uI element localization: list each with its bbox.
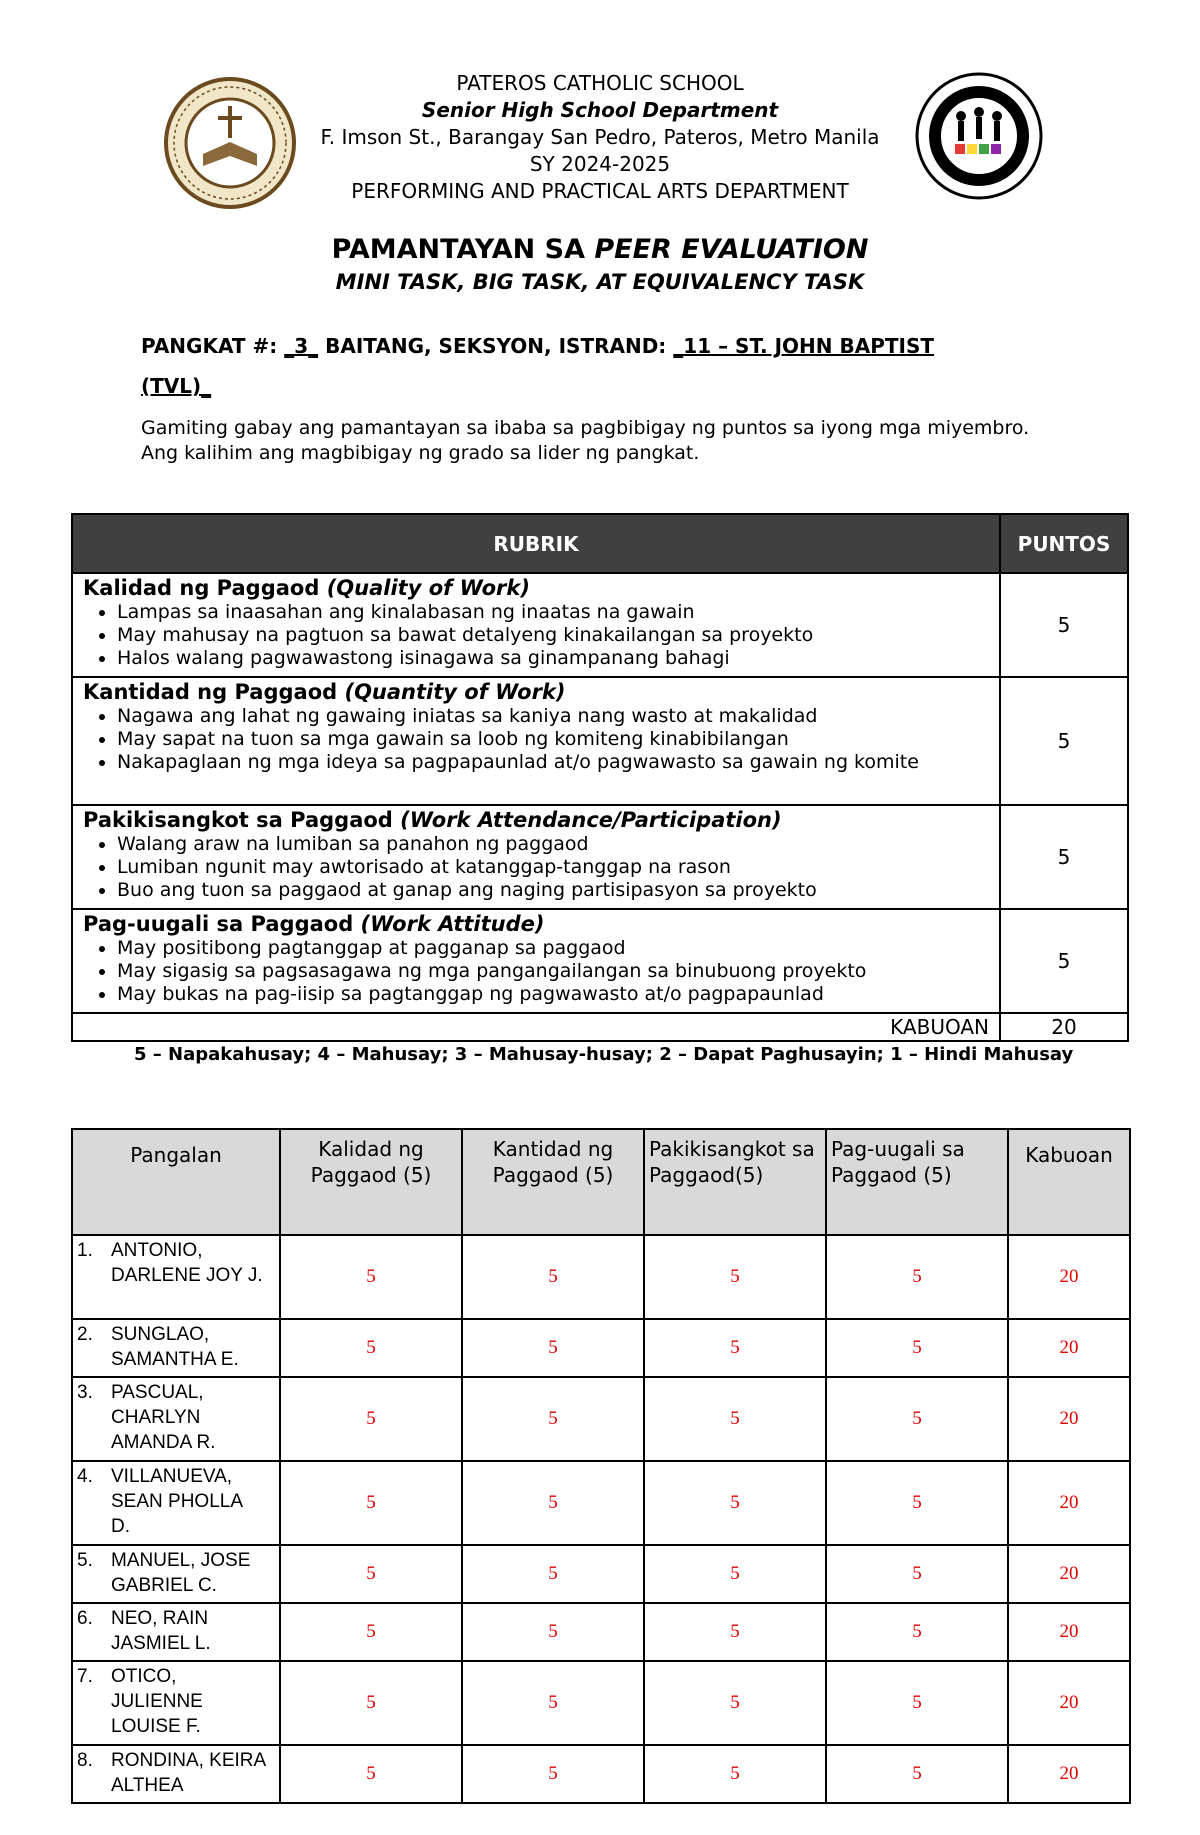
pangkat-label: PANGKAT #: [141, 334, 278, 358]
student-name-cell [72, 1377, 280, 1461]
student-score: 5 [826, 1235, 1008, 1319]
student-score: 5 [280, 1661, 462, 1745]
student-row [72, 1661, 1130, 1745]
student-name-cell [72, 1235, 280, 1319]
rubric-row [72, 677, 1128, 805]
student-row [72, 1603, 1130, 1661]
student-score: 5 [462, 1603, 644, 1661]
criterion-bullet: • Buo ang tuon sa paggaod at ganap ang naging partisipasyon sa proyekto [117, 879, 989, 902]
criterion-bullets [83, 705, 989, 774]
criterion-bullet: • Nakapaglaan ng mga ideya sa pagpapaunlad at/o pagwawasto sa gawain ng komite [117, 751, 989, 774]
criterion-bullet: • Nagawa ang lahat ng gawaing iniatas sa kaniya nang wasto at makalidad [117, 705, 989, 728]
puntos-header: PUNTOS [1000, 514, 1128, 573]
title-italic: PEER EVALUATION [594, 234, 869, 265]
student-name: RONDINA, KEIRA ALTHEA [111, 1750, 266, 1796]
col-pangalan: Pangalan [72, 1129, 280, 1235]
student-number: 5. [77, 1550, 93, 1571]
instruction-line-1: Gamiting gabay ang pamantayan sa ibaba sa pagbibigay ng puntos sa iyong mga miyembro. [141, 417, 1030, 439]
student-score: 5 [826, 1461, 1008, 1545]
student-score: 5 [462, 1377, 644, 1461]
student-row [72, 1545, 1130, 1603]
student-score: 5 [462, 1745, 644, 1803]
student-score: 5 [644, 1661, 826, 1745]
student-score: 5 [644, 1377, 826, 1461]
student-name-cell [72, 1319, 280, 1377]
student-score: 5 [826, 1745, 1008, 1803]
group-info [141, 326, 1041, 406]
rubric-total-row [72, 1013, 1128, 1041]
rating-scale: 5 – Napakahusay; 4 – Mahusay; 3 – Mahusay-husay; 2 – Dapat Paghusayin; 1 – Hindi Mahusay [134, 1044, 1074, 1065]
school-name: PATEROS CATHOLIC SCHOOL [456, 71, 744, 95]
student-name-cell [72, 1603, 280, 1661]
criterion-name: Kantidad ng Paggaod [83, 680, 345, 704]
school-header [0, 70, 1200, 205]
student-score: 5 [280, 1545, 462, 1603]
student-number: 3. [77, 1382, 93, 1403]
student-score: 5 [280, 1745, 462, 1803]
instruction-line-2: Ang kalihim ang magbibigay ng grado sa lider ng pangkat. [141, 442, 700, 464]
section-value: _11 – ST. JOHN BAPTIST [673, 334, 935, 358]
student-number: 6. [77, 1608, 93, 1629]
school-year: SY 2024-2025 [529, 152, 671, 176]
student-score: 5 [462, 1545, 644, 1603]
student-score: 5 [826, 1661, 1008, 1745]
student-number: 8. [77, 1750, 93, 1771]
criterion-name: Kalidad ng Paggaod [83, 576, 327, 600]
criterion-english: (Quantity of Work) [344, 680, 566, 704]
student-score: 5 [462, 1461, 644, 1545]
student-name-cell [72, 1461, 280, 1545]
student-score: 5 [462, 1235, 644, 1319]
page-subtitle: MINI TASK, BIG TASK, AT EQUIVALENCY TASK [335, 270, 865, 294]
student-name-cell [72, 1545, 280, 1603]
criterion-name: Pakikisangkot sa Paggaod [83, 808, 401, 832]
criterion-bullets [83, 833, 989, 902]
arts-department: PERFORMING AND PRACTICAL ARTS DEPARTMENT [351, 179, 849, 203]
rubric-table [71, 513, 1129, 1042]
criterion-points: 5 [1000, 805, 1128, 909]
student-score: 5 [280, 1319, 462, 1377]
scores-table [71, 1128, 1131, 1804]
student-name: NEO, RAIN JASMIEL L. [111, 1608, 211, 1654]
student-score: 5 [280, 1235, 462, 1319]
criterion-bullet: • May sigasig sa pagsasagawa ng mga pangangailangan sa binubuong proyekto [117, 960, 989, 983]
student-score: 5 [280, 1377, 462, 1461]
student-score: 5 [644, 1745, 826, 1803]
criterion-points: 5 [1000, 573, 1128, 677]
rubric-row [72, 573, 1128, 677]
student-total: 20 [1008, 1603, 1130, 1661]
rubrik-header: RUBRIK [72, 514, 1000, 573]
criterion-bullets [83, 937, 989, 1006]
criterion-bullet: • Lumiban ngunit may awtorisado at katanggap-tanggap na rason [117, 856, 989, 879]
student-score: 5 [826, 1319, 1008, 1377]
student-name-cell [72, 1745, 280, 1803]
student-name: OTICO, JULIENNE LOUISE F. [111, 1666, 203, 1737]
student-score: 5 [644, 1545, 826, 1603]
criterion-bullet: • May mahusay na pagtuon sa bawat detalyeng kinakailangan sa proyekto [117, 624, 989, 647]
page-title [0, 234, 1200, 265]
instructions [141, 416, 1061, 466]
student-score: 5 [280, 1461, 462, 1545]
total-value: 20 [1000, 1013, 1128, 1041]
student-row [72, 1235, 1130, 1319]
student-score: 5 [826, 1545, 1008, 1603]
student-number: 7. [77, 1666, 93, 1687]
criterion-english: (Work Attitude) [360, 912, 545, 936]
criterion-points: 5 [1000, 677, 1128, 805]
department-name: Senior High School Department [421, 98, 779, 122]
pangkat-value: _3_ [284, 334, 319, 358]
section-value-cont: (TVL)_ [141, 374, 212, 398]
title-plain: PAMANTAYAN SA [331, 234, 595, 265]
rubric-row [72, 805, 1128, 909]
criterion-english: (Work Attendance/Participation) [400, 808, 782, 832]
criterion-bullet: • Lampas sa inaasahan ang kinalabasan ng inaatas na gawain [117, 601, 989, 624]
student-total: 20 [1008, 1319, 1130, 1377]
student-total: 20 [1008, 1461, 1130, 1545]
col-kalidad: Kalidad ng Paggaod (5) [280, 1129, 462, 1235]
criterion-points: 5 [1000, 909, 1128, 1013]
student-score: 5 [826, 1603, 1008, 1661]
criterion-bullet: • Walang araw na lumiban sa panahon ng paggaod [117, 833, 989, 856]
student-score: 5 [462, 1319, 644, 1377]
criterion-bullet: • May bukas na pag-iisip sa pagtanggap ng pagwawasto at/o pagpapaunlad [117, 983, 989, 1006]
student-name: SUNGLAO, SAMANTHA E. [111, 1324, 239, 1370]
student-number: 4. [77, 1466, 93, 1487]
student-row [72, 1461, 1130, 1545]
student-name: ANTONIO, DARLENE JOY J. [111, 1240, 263, 1286]
col-kabuoan: Kabuoan [1008, 1129, 1130, 1235]
col-kantidad: Kantidad ng Paggaod (5) [462, 1129, 644, 1235]
student-total: 20 [1008, 1545, 1130, 1603]
student-score: 5 [280, 1603, 462, 1661]
rubric-row [72, 909, 1128, 1013]
school-address: F. Imson St., Barangay San Pedro, Pateros, Metro Manila [320, 125, 880, 149]
criterion-name: Pag-uugali sa Paggaod [83, 912, 361, 936]
student-score: 5 [644, 1319, 826, 1377]
student-row [72, 1377, 1130, 1461]
student-total: 20 [1008, 1235, 1130, 1319]
student-name: PASCUAL, CHARLYN AMANDA R. [111, 1382, 216, 1453]
student-number: 2. [77, 1324, 93, 1345]
criterion-bullet: • May sapat na tuon sa mga gawain sa loob ng komiteng kinabibilangan [117, 728, 989, 751]
student-score: 5 [644, 1235, 826, 1319]
criterion-bullet: • May positibong pagtanggap at pagganap sa paggaod [117, 937, 989, 960]
criterion-bullet: • Halos walang pagwawastong isinagawa sa ginampanang bahagi [117, 647, 989, 670]
criterion-bullets [83, 601, 989, 670]
total-label: KABUOAN [72, 1013, 1000, 1041]
student-row [72, 1319, 1130, 1377]
col-paguugali: Pag-uugali sa Paggaod (5) [826, 1129, 1008, 1235]
student-score: 5 [644, 1461, 826, 1545]
criterion-english: (Quality of Work) [326, 576, 530, 600]
student-total: 20 [1008, 1661, 1130, 1745]
col-pakikisangkot: Pakikisangkot sa Paggaod(5) [644, 1129, 826, 1235]
student-name: VILLANUEVA, SEAN PHOLLA D. [111, 1466, 242, 1537]
student-total: 20 [1008, 1377, 1130, 1461]
student-score: 5 [644, 1603, 826, 1661]
student-score: 5 [826, 1377, 1008, 1461]
student-score: 5 [462, 1661, 644, 1745]
student-row [72, 1745, 1130, 1803]
student-number: 1. [77, 1240, 93, 1261]
student-name-cell [72, 1661, 280, 1745]
student-total: 20 [1008, 1745, 1130, 1803]
section-label: BAITANG, SEKSYON, ISTRAND: [325, 334, 667, 358]
student-name: MANUEL, JOSE GABRIEL C. [111, 1550, 251, 1596]
